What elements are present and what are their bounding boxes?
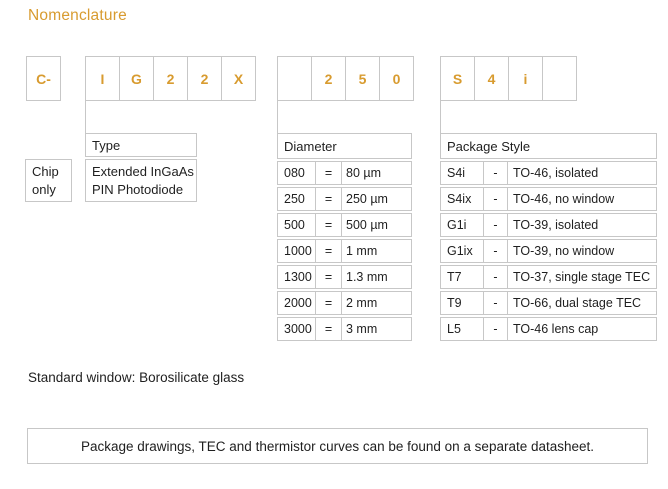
package-code: L5 [440, 317, 484, 341]
equals-sign: = [315, 161, 342, 185]
package-style-table [440, 133, 657, 341]
part-number-cell: I [85, 56, 120, 101]
package-description: TO-66, dual stage TEC [507, 291, 657, 315]
diameter-code: 250 [277, 187, 316, 211]
diameter-code: 2000 [277, 291, 316, 315]
package-description: TO-39, isolated [507, 213, 657, 237]
part-number-cell: 2 [311, 56, 346, 101]
package-code: G1ix [440, 239, 484, 263]
part-number-cell-prefix: C- [26, 56, 61, 101]
dash-sign: - [483, 291, 508, 315]
package-code: T9 [440, 291, 484, 315]
dash-sign: - [483, 187, 508, 211]
package-connector-line [440, 99, 441, 133]
diameter-table [277, 133, 412, 341]
part-number-cell: i [508, 56, 543, 101]
footer-note-box: Package drawings, TEC and thermistor curves can be found on a separate datasheet. [27, 428, 648, 464]
package-description: TO-37, single stage TEC [507, 265, 657, 289]
table-row [277, 317, 412, 341]
package-description: TO-46 lens cap [507, 317, 657, 341]
part-number-cell: 2 [153, 56, 188, 101]
part-number-cell [277, 56, 312, 101]
table-row [440, 239, 657, 263]
package-code: T7 [440, 265, 484, 289]
package-description: TO-46, no window [507, 187, 657, 211]
diameter-value: 1 mm [341, 239, 412, 263]
equals-sign: = [315, 291, 342, 315]
part-number-cell: 4 [474, 56, 509, 101]
diameter-code: 3000 [277, 317, 316, 341]
part-number-cell: X [221, 56, 256, 101]
table-row [277, 291, 412, 315]
table-row [440, 291, 657, 315]
dash-sign: - [483, 239, 508, 263]
dash-sign: - [483, 213, 508, 237]
table-row [440, 213, 657, 237]
table-row [440, 317, 657, 341]
part-number-cell: S [440, 56, 475, 101]
diameter-code: 500 [277, 213, 316, 237]
diameter-value: 80 µm [341, 161, 412, 185]
part-number-cell: 0 [379, 56, 414, 101]
diameter-code: 1000 [277, 239, 316, 263]
diameter-value: 1.3 mm [341, 265, 412, 289]
standard-window-note: Standard window: Borosilicate glass [28, 370, 245, 385]
diameter-code: 1300 [277, 265, 316, 289]
table-row [440, 161, 657, 185]
part-number-cell: G [119, 56, 154, 101]
type-connector-line [85, 99, 86, 133]
table-row [440, 265, 657, 289]
diameter-value: 500 µm [341, 213, 412, 237]
diameter-code: 080 [277, 161, 316, 185]
part-number-package-group [440, 56, 577, 99]
equals-sign: = [315, 239, 342, 263]
package-code: S4i [440, 161, 484, 185]
equals-sign: = [315, 213, 342, 237]
package-description: TO-46, isolated [507, 161, 657, 185]
equals-sign: = [315, 265, 342, 289]
package-code: S4ix [440, 187, 484, 211]
part-number-cell: 2 [187, 56, 222, 101]
dash-sign: - [483, 161, 508, 185]
diameter-value: 250 µm [341, 187, 412, 211]
package-table-header: Package Style [440, 133, 657, 159]
dash-sign: - [483, 265, 508, 289]
table-row [277, 161, 412, 185]
part-number-diameter-group [277, 56, 414, 99]
part-number-cell [542, 56, 577, 101]
dash-sign: - [483, 317, 508, 341]
part-number-cell: 5 [345, 56, 380, 101]
diameter-value: 3 mm [341, 317, 412, 341]
table-row [277, 265, 412, 289]
table-row [277, 213, 412, 237]
type-header: Type [85, 133, 197, 157]
table-row [277, 239, 412, 263]
chip-only-box: Chip only [25, 159, 72, 202]
page-title: Nomenclature [28, 7, 127, 24]
diameter-value: 2 mm [341, 291, 412, 315]
package-description: TO-39, no window [507, 239, 657, 263]
table-row [277, 187, 412, 211]
table-row [440, 187, 657, 211]
diameter-table-header: Diameter [277, 133, 412, 159]
diameter-connector-line [277, 99, 278, 133]
package-code: G1i [440, 213, 484, 237]
type-value-box: Extended InGaAs PIN Photodiode [85, 159, 197, 202]
part-number-type-group [85, 56, 256, 99]
equals-sign: = [315, 187, 342, 211]
part-number-prefix-group [26, 56, 61, 99]
equals-sign: = [315, 317, 342, 341]
